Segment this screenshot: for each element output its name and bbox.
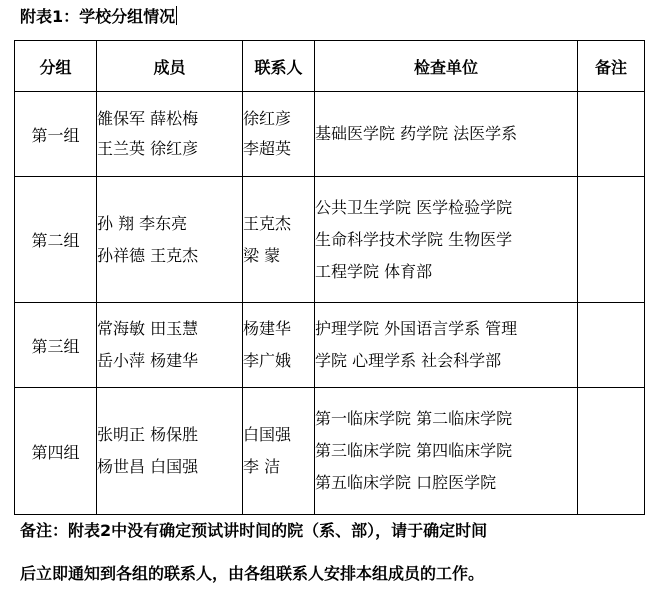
unit-line: 护理学院 外国语言学系 管理 <box>315 319 518 338</box>
group-cell: 第一组 <box>15 92 97 177</box>
member-line: 岳小萍 杨建华 <box>97 351 199 370</box>
contacts-cell <box>243 92 315 177</box>
contact-line: 李 洁 <box>243 457 281 476</box>
members-cell <box>97 177 243 303</box>
unit-line: 生命科学技术学院 生物医学 <box>315 229 513 249</box>
table-row <box>15 92 645 177</box>
table-row <box>15 177 645 303</box>
unit-line: 基础医学院 药学院 法医学系 <box>315 124 518 143</box>
table-row <box>15 388 645 515</box>
member-line: 常海敏 田玉慧 <box>97 319 199 338</box>
contacts-cell <box>243 303 315 388</box>
member-line: 孙 翔 李东亮 <box>97 213 188 233</box>
header-group: 分组 <box>15 41 97 92</box>
contacts-cell <box>243 177 315 303</box>
contact-line: 白国强 <box>243 425 292 444</box>
contact-line: 梁 蒙 <box>243 245 281 265</box>
member-line: 王兰英 徐红彦 <box>97 139 199 158</box>
unit-line: 公共卫生学院 医学检验学院 <box>315 197 513 217</box>
unit-line: 工程学院 体育部 <box>315 261 433 281</box>
header-remarks: 备注 <box>578 41 645 92</box>
header-contact: 联系人 <box>243 41 315 92</box>
table-row <box>15 303 645 388</box>
member-line: 孙祥德 王克杰 <box>97 245 199 265</box>
table-header-row <box>15 41 645 92</box>
remark-note-line-2: 后立即通知到各组的联系人，由各组联系人安排本组成员的工作。 <box>20 564 485 583</box>
contacts-cell <box>243 388 315 515</box>
header-units: 检查单位 <box>315 41 578 92</box>
contact-line: 徐红彦 <box>243 109 292 128</box>
members-cell <box>97 92 243 177</box>
remark-note-line-1: 备注：附表2中没有确定预试讲时间的院（系、部），请于确定时间 <box>20 521 488 540</box>
contact-line: 王克杰 <box>243 213 292 233</box>
member-line: 雒保军 薛松梅 <box>97 109 199 128</box>
unit-line: 第一临床学院 第二临床学院 <box>315 409 513 428</box>
group-cell: 第四组 <box>15 388 97 515</box>
contact-line: 李超英 <box>243 139 292 158</box>
member-line: 杨世昌 白国强 <box>97 457 199 476</box>
unit-line: 第五临床学院 口腔医学院 <box>315 473 497 492</box>
units-cell <box>315 92 578 177</box>
document-title: 附表1：学校分组情况 <box>20 7 176 26</box>
units-cell <box>315 177 578 303</box>
group-cell: 第三组 <box>15 303 97 388</box>
member-line: 张明正 杨保胜 <box>97 425 199 444</box>
remarks-cell <box>578 177 645 303</box>
grouping-table <box>14 40 645 515</box>
remarks-cell <box>578 388 645 515</box>
unit-line: 学院 心理学系 社会科学部 <box>315 351 502 370</box>
unit-line: 第三临床学院 第四临床学院 <box>315 441 513 460</box>
units-cell <box>315 388 578 515</box>
members-cell <box>97 303 243 388</box>
remarks-cell <box>578 92 645 177</box>
contact-line: 李广娥 <box>243 351 292 370</box>
units-cell <box>315 303 578 388</box>
contact-line: 杨建华 <box>243 319 292 338</box>
remarks-cell <box>578 303 645 388</box>
members-cell <box>97 388 243 515</box>
text-cursor <box>176 6 177 25</box>
header-members: 成员 <box>97 41 243 92</box>
group-cell: 第二组 <box>15 177 97 303</box>
